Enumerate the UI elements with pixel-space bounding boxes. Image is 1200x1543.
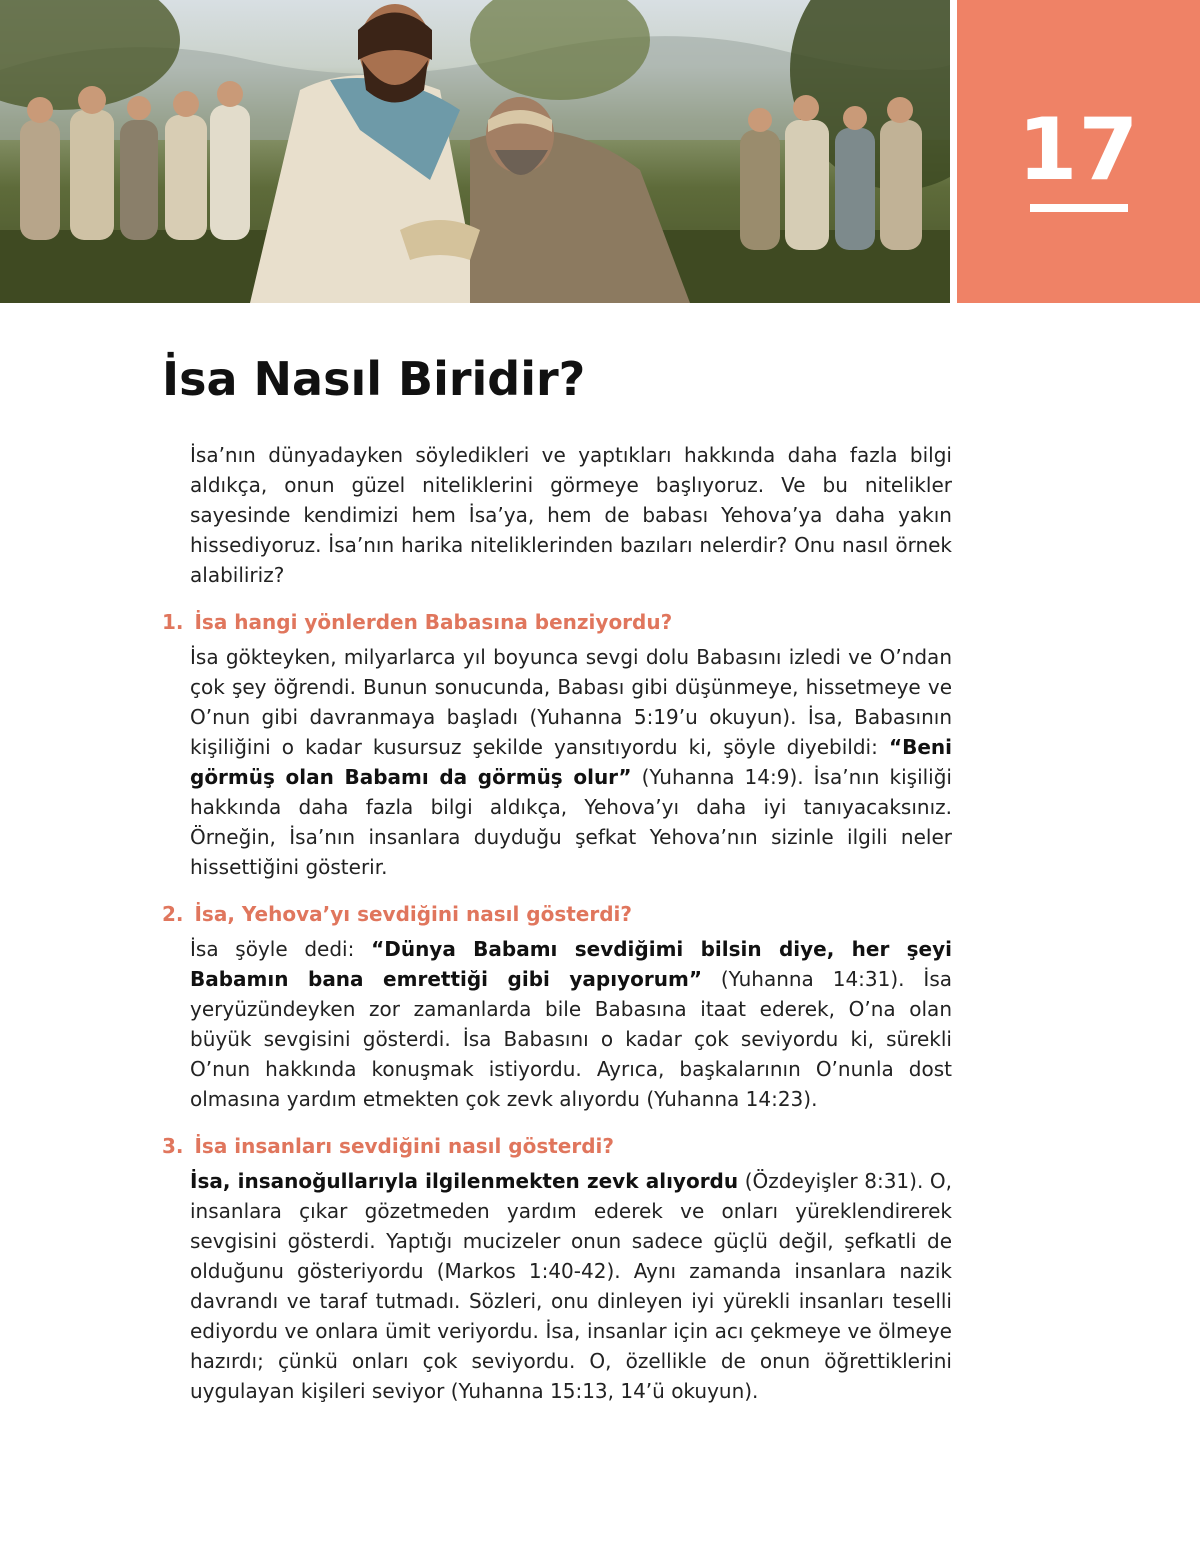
question-number: 1. — [162, 610, 184, 634]
illustration-jesus-healing-leper-icon — [0, 0, 950, 303]
scripture-quote: İsa, insanoğullarıyla ilgilenmekten zevk alıyordu — [190, 1169, 739, 1193]
chapter-number: 17 — [1017, 100, 1140, 200]
page-title: İsa Nasıl Biridir? — [162, 352, 586, 406]
scripture-quote: “Dünya Babamı sevdiğimi bilsin diye, her şeyi Babamın bana emrettiği gibi yapıyorum” — [190, 937, 952, 991]
question-1 — [162, 610, 952, 634]
chapter-rule — [1030, 204, 1128, 212]
question-text: İsa hangi yönlerden Babasına benziyordu? — [194, 610, 673, 634]
chapter-badge — [957, 0, 1200, 303]
answer-1 — [190, 642, 952, 882]
lesson-content — [162, 440, 952, 1406]
answer-2 — [190, 934, 952, 1114]
answer-text: (Yuhanna 14:9). İsa’nın kişiliği hakkında daha fazla bilgi aldıkça, Yehova’yı daha iyi tanıyacaksınız. Örneğin, İsa’nın insanlara duyduğu şefkat Yehova’nın sizinle ilgili neler hissettiğini gösterir. — [190, 765, 952, 879]
answer-text: (Yuhanna 14:31). İsa yeryüzündeyken zor zamanlarda bile Babasına itaat ederek, O’na olan büyük sevgisini gösterdi. İsa Babasını o kadar çok seviyordu ki, sürekli O’nun hakkında konuşmak istiyordu. Ayrıca, başkalarının O’nunla dost olmasına yardım etmekten çok zevk alıyordu (Yuhanna 14:23). — [190, 967, 952, 1111]
hero-illustration — [0, 0, 950, 303]
intro-paragraph: İsa’nın dünyadayken söyledikleri ve yaptıkları hakkında daha fazla bilgi aldıkça, onun güzel niteliklerini görmeye başlıyoruz. Ve bu nitelikler sayesinde kendimizi hem İsa’ya, hem de babası Yehova’ya daha yakın hissediyoruz. İsa’nın harika niteliklerinden bazıları nelerdir? Onu nasıl örnek alabiliriz? — [190, 443, 952, 587]
question-text: İsa insanları sevdiğini nasıl gösterdi? — [194, 1134, 614, 1158]
question-text: İsa, Yehova’yı sevdiğini nasıl gösterdi? — [194, 902, 633, 926]
answer-text: İsa şöyle dedi: — [190, 937, 372, 961]
question-number: 3. — [162, 1134, 184, 1158]
question-number: 2. — [162, 902, 184, 926]
answer-text: (Özdeyişler 8:31). O, insanlara çıkar gözetmeden yardım ederek ve onları yüreklendirerek sevgisini gösterdi. Yaptığı mucizeler onun sadece güçlü değil, şefkatli de olduğunu gösteriyordu (Markos 1:40-42). Aynı zamanda insanlara nazik davrandı ve taraf tutmadı. Sözleri, onu dinleyen iyi yürekli insanları teselli ediyordu ve onlara ümit veriyordu. İsa, insanlar için acı çekmeye ve ölmeye hazırdı; çünkü onları çok seviyordu. O, özellikle de onun öğrettiklerini uygulayan kişileri seviyor (Yuhanna 15:13, 14’ü okuyun). — [190, 1169, 953, 1403]
scripture-quote: “Beni görmüş olan Babamı da görmüş olur” — [190, 735, 952, 789]
question-2 — [162, 902, 952, 926]
answer-text: İsa gökteyken, milyarlarca yıl boyunca sevgi dolu Babasını izledi ve O’ndan çok şey öğrendi. Bunun sonucunda, Babası gibi düşünmeye, hissetmeye ve O’nun gibi davranmaya başladı (Yuhanna 5:19’u okuyun). İsa, Babasının kişiliğini o kadar kusursuz şekilde yansıtıyordu ki, şöyle diyebildi: — [190, 645, 952, 759]
question-3 — [162, 1134, 952, 1158]
answer-3 — [190, 1166, 952, 1406]
